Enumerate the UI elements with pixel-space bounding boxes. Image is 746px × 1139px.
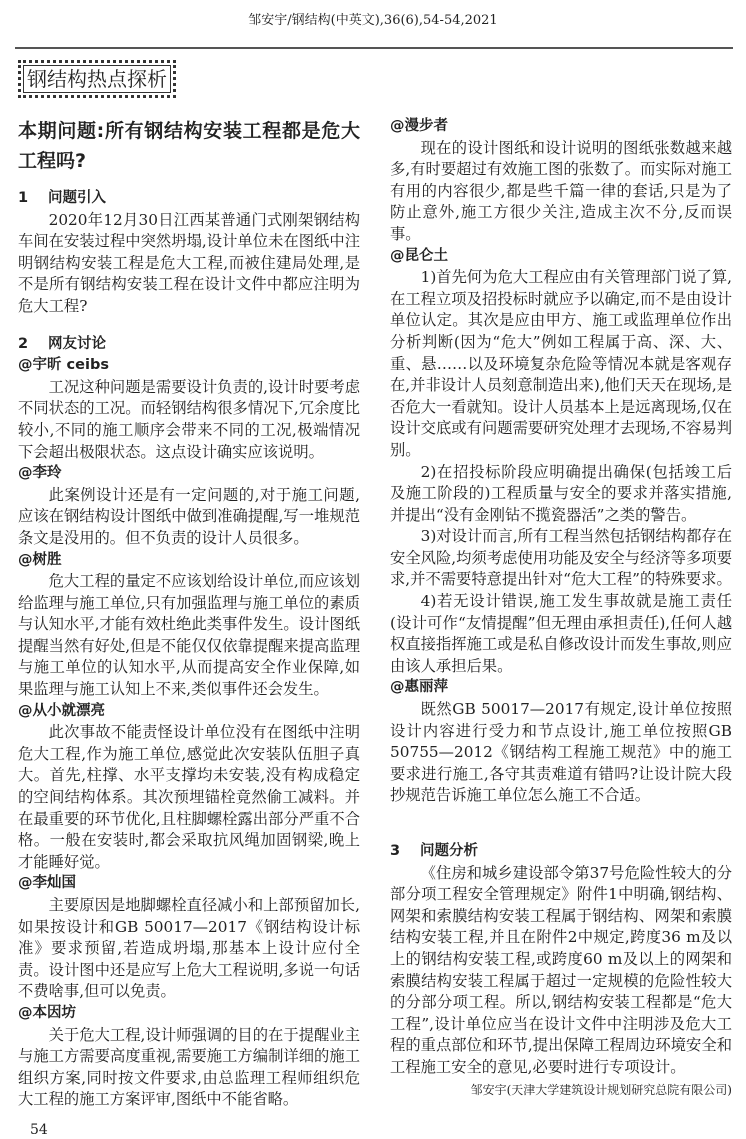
comment-user: @李灿国	[18, 875, 76, 892]
paragraph: 既然GB 50017—2017有规定,设计单位按照设计内容进行受力和节点设计,施工单位按照GB 50755—2012《钢结构工程施工规范》中的施工要求进行施工,各守其责难道有错吗?让设计院大段抄规范告诉施工单位怎么施工不合适。	[390, 700, 732, 805]
section-number: 2	[18, 335, 29, 352]
paragraph: 《住房和城乡建设部令第37号危险性较大的分部分项工程安全管理规定》附件1中明确,钢结构、网架和索膜结构安装工程属于钢结构、网架和索膜结构安装工程,并且在附件2中规定,跨度36 m及以上的钢结构安装工程,或跨度60 m及以上的网架和索膜结构安装工程属于超过一定规模的危险性较大的分部分项工程。所以,钢结构安装工程都是“危大工程”,设计单位应当在设计文件中注明涉及危大工程的重点部位和环节,提出保障工程周边环境安全和工程施工安全的意见,必要时进行专项设计。	[390, 863, 732, 1076]
paragraph: 现在的设计图纸和设计说明的图纸张数越来越多,有时要超过有效施工图的张数了。而实际对施工有用的内容很少,都是些千篇一律的套话,只是为了防止意外,施工方很少关注,造成主次不分,反而误事。	[390, 138, 732, 243]
paragraph: 2)在招投标阶段应明确提出确保(包括竣工后及施工阶段的)工程质量与安全的要求并落实措施,并提出“没有金刚钻不揽瓷器活”之类的警告。	[390, 462, 732, 524]
comment-user: @李玲	[18, 465, 62, 482]
comment-user: @漫步者	[390, 118, 448, 134]
comment-user: @昆仑土	[390, 247, 448, 264]
paragraph: 4)若无设计错误,施工发生事故就是施工责任(设计可作“友情提醒”但无理由承担责任),任何人越权直接指挥施工或是私自修改设计而发生事故,则应由该人承担后果。	[390, 592, 732, 675]
comment-user: @树胜	[18, 551, 62, 568]
column-label: 钢结构热点探析	[18, 60, 176, 98]
paragraph: 主要原因是地脚螺栓直径减小和上部预留加长,如果按设计和GB 50017—2017《钢结构设计标准》要求预留,若造成坍塌,那基本上设计应付全责。设计图中还是应写上危大工程说明,多说一句话不费啥事,但可以免责。	[18, 896, 360, 1001]
author-affiliation: 邹安宇(天津大学建筑设计规划研究总院有限公司)	[470, 1082, 732, 1097]
paragraph: 1)首先何为危大工程应由有关管理部门说了算,在工程立项及招投标时就应予以确定,而不是由设计单位认定。其次是应由甲方、施工或监理单位作出分析判断(因为“危大”例如工程属于高、深、大、重、悬……以及环境复杂危险等情况本就是客观存在,并非设计人员刻意制造出来),他们天天在现场,是否危大一看就知。设计人员基本上是远离现场,仅在设计交底或有问题需要研究处理才去现场,不容易判别。	[390, 268, 732, 459]
left-column	[18, 116, 360, 1139]
section-title: 问题引入	[48, 190, 106, 206]
comment-user: @从小就漂亮	[18, 702, 105, 719]
section-title: 网友讨论	[48, 335, 106, 352]
comment-user: @宇昕 ceibs	[18, 357, 109, 374]
comment-user: @惠丽萍	[390, 679, 448, 696]
paragraph: 危大工程的量定不应该划给设计单位,而应该划给监理与施工单位,只有加强监理与施工单位的素质与认知水平,才能有效杜绝此类事件发生。设计图纸提醒当然有好处,但是不能仅仅依靠提醒来提高监理与施工单位的认知水平,从而提高安全作业保障,如果监理与施工认知上不来,类似事件还会发生。	[18, 572, 360, 699]
section-heading	[18, 188, 360, 210]
paragraph: 此案例设计还是有一定问题的,对于施工问题,应该在钢结构设计图纸中做到准确提醒,写一堆规范条文是没用的。但不负责的设计人员很多。	[18, 485, 360, 547]
section-number: 3	[390, 843, 401, 859]
header-rule	[15, 47, 733, 49]
paragraph: 关于危大工程,设计师强调的目的在于提醒业主与施工方需要高度重视,需要施工方编制详细的施工组织方案,同时按文件要求,由总监理工程师组织危大工程的施工方案评审,图纸中不能省略。	[18, 1025, 360, 1109]
paragraph: 此次事故不能责怪设计单位没有在图纸中注明危大工程,作为施工单位,感觉此次安装队伍胆子真大。首先,柱撑、水平支撑均未安装,没有构成稳定的空间结构体系。其次预埋锚栓竟然偷工减料。并在最重要的环节优化,且柱脚螺栓露出部分严重不合格。一般在安装时,都会采取抗风绳加固钢梁,晚上才能睡好觉。	[18, 723, 360, 871]
right-column	[390, 116, 732, 1099]
comment-user: @本因坊	[18, 1004, 76, 1021]
section-heading	[18, 334, 360, 356]
running-header: 邹安宇/钢结构(中英文),36(6),54-54,2021	[248, 13, 498, 28]
paragraph: 2020年12月30日江西某普通门式刚架钢结构车间在安装过程中突然坍塌,设计单位未在图纸中注明钢结构安装工程是危大工程,而被住建局处理,是不是所有钢结构安装工程在设计文件中都应注明为危大工程?	[18, 210, 360, 315]
paragraph: 3)对设计而言,所有工程当然包括钢结构都存在安全风险,均须考虑使用功能及安全与经济等多项要求,并不需要特意提出针对“危大工程”的特殊要求。	[390, 527, 732, 589]
section-heading	[390, 841, 732, 863]
page-number: 54	[30, 1121, 48, 1138]
section-number: 1	[18, 190, 29, 206]
section-title: 问题分析	[420, 843, 478, 859]
paragraph: 工况这种问题是需要设计负责的,设计时要考虑不同状态的工况。而轻钢结构很多情况下,冗余度比较小,不同的施工顺序会带来不同的工况,极端情况下会超出极限状态。这点设计确实应该说明。	[18, 377, 360, 461]
article-title: 本期问题:所有钢结构安装工程都是危大工程吗?	[18, 120, 360, 172]
